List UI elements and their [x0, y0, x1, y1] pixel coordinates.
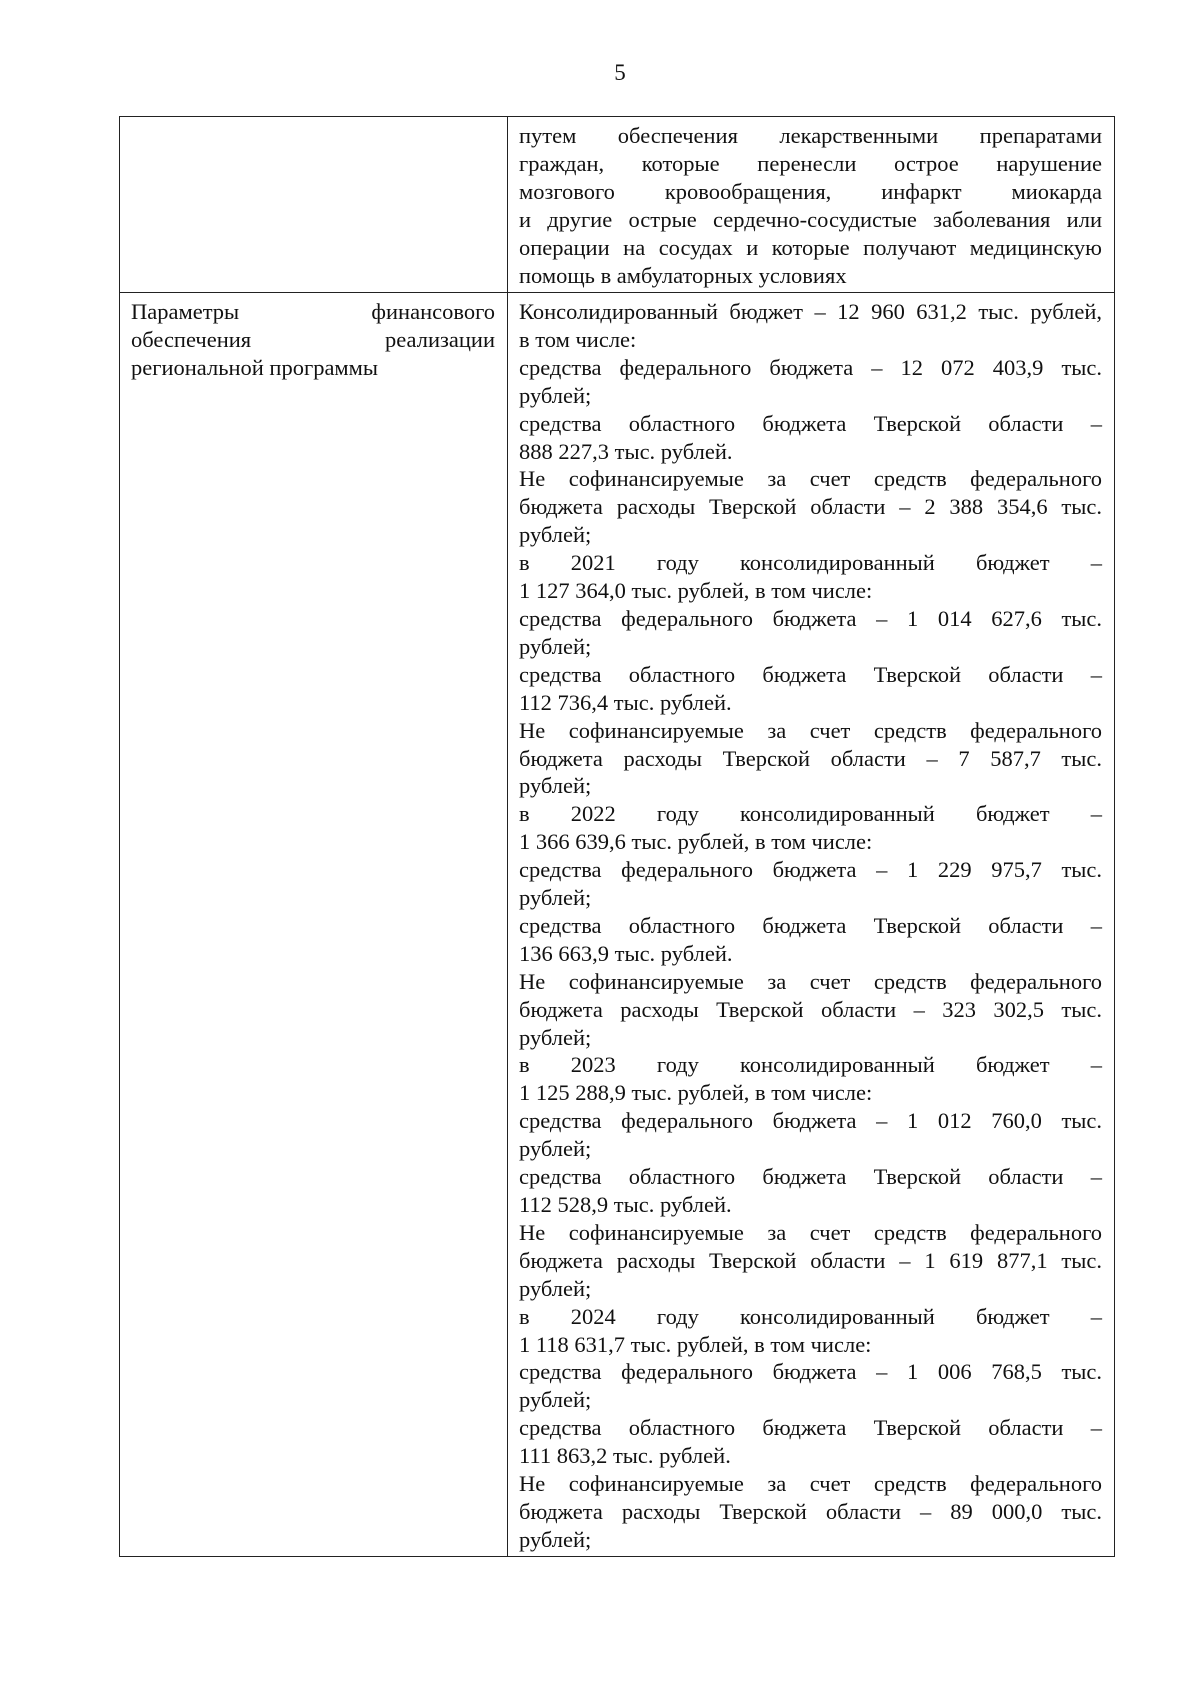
financing-content-cell [508, 293, 1115, 1557]
text-line: Не софинансируемые за счет средств федерального [519, 968, 1102, 994]
text-line: операции на сосудах и которые получают медицинскую [519, 234, 1102, 260]
text-line: Не софинансируемые за счет средств федерального [519, 1219, 1102, 1245]
text-line: 136 663,9 тыс. рублей. [519, 940, 733, 966]
financing-paragraph [519, 1107, 1102, 1163]
text-line: 1 125 288,9 тыс. рублей, в том числе: [519, 1080, 873, 1106]
financing-paragraph [519, 465, 1102, 549]
financing-paragraph [519, 410, 1102, 466]
text-line: средства областного бюджета Тверской области – [519, 661, 1102, 687]
text-line: средства федерального бюджета – 1 012 760,0 тыс. [519, 1108, 1102, 1134]
text-line: средства федерального бюджета – 12 072 403,9 тыс. [519, 354, 1102, 380]
financing-paragraph [519, 661, 1102, 717]
text-line: рублей; [519, 773, 592, 799]
text-line: в том числе: [519, 326, 637, 352]
text-line: 112 528,9 тыс. рублей. [519, 1192, 732, 1217]
financing-paragraph [519, 1163, 1102, 1219]
financing-paragraph [519, 1303, 1102, 1359]
text-line: в 2024 году консолидированный бюджет – [519, 1303, 1102, 1329]
text-line: 888 227,3 тыс. рублей. [519, 438, 733, 464]
text-line: в 2022 году консолидированный бюджет – [519, 801, 1102, 827]
text-line: бюджета расходы Тверской области – 89 000,0 тыс. [519, 1498, 1102, 1524]
financing-paragraph [519, 1358, 1102, 1414]
text-line: рублей; [519, 1024, 592, 1050]
text-line: средства областного бюджета Тверской области – [519, 1415, 1102, 1441]
text-line: и другие острые сердечно-сосудистые заболевания или [519, 206, 1102, 232]
text-line: бюджета расходы Тверской области – 323 302,5 тыс. [519, 996, 1102, 1022]
text-line: бюджета расходы Тверской области – 7 587,7 тыс. [519, 745, 1102, 771]
financing-paragraph [519, 1219, 1102, 1303]
text-line: в 2023 году консолидированный бюджет – [519, 1052, 1102, 1078]
text-line: рублей; [519, 382, 592, 408]
text-line: рублей; [519, 633, 592, 659]
financing-paragraph [519, 1414, 1102, 1470]
text-line: Не софинансируемые за счет средств федерального [519, 717, 1102, 743]
financing-paragraph [519, 717, 1102, 801]
label-line: обеспечения реализации [131, 326, 495, 352]
text-line: бюджета расходы Тверской области – 2 388 354,6 тыс. [519, 494, 1102, 520]
financing-label-cell [120, 293, 508, 1557]
financing-paragraph [519, 800, 1102, 856]
text-line: рублей; [519, 522, 592, 548]
text-line: Не софинансируемые за счет средств федерального [519, 1471, 1102, 1497]
financing-paragraph [519, 968, 1102, 1052]
table-row [120, 117, 1115, 293]
label-line: Параметры финансового [131, 299, 495, 324]
financing-paragraph [519, 549, 1102, 605]
program-passport-table [119, 116, 1115, 1557]
text-line: 112 736,4 тыс. рублей. [519, 689, 732, 715]
text-line: рублей; [519, 1387, 592, 1413]
label-line: региональной программы [131, 354, 379, 380]
text-line: Консолидированный бюджет – 12 960 631,2 тыс. рублей, [519, 299, 1102, 324]
text-line: средства федерального бюджета – 1 014 627,6 тыс. [519, 605, 1102, 631]
text-line: средства федерального бюджета – 1 006 768,5 тыс. [519, 1359, 1102, 1385]
text-line: средства федерального бюджета – 1 229 975,7 тыс. [519, 857, 1102, 883]
row1-label-cell [120, 117, 508, 293]
financing-paragraph [519, 605, 1102, 661]
text-line: 1 118 631,7 тыс. рублей, в том числе: [519, 1331, 872, 1357]
text-line: рублей; [519, 1526, 592, 1552]
text-line: рублей; [519, 1275, 592, 1301]
financing-paragraph [519, 354, 1102, 410]
text-line: бюджета расходы Тверской области – 1 619 877,1 тыс. [519, 1247, 1102, 1273]
text-line: мозгового кровообращения, инфаркт миокарда [519, 178, 1102, 204]
financing-paragraph [519, 298, 1102, 354]
text-line: средства областного бюджета Тверской области – [519, 410, 1102, 436]
text-line: рублей; [519, 1136, 592, 1162]
text-line: средства областного бюджета Тверской области – [519, 912, 1102, 938]
financing-paragraph [519, 912, 1102, 968]
text-line: 111 863,2 тыс. рублей. [519, 1443, 731, 1469]
table-row [120, 293, 1115, 1557]
text-line: в 2021 году консолидированный бюджет – [519, 550, 1102, 576]
text-line: граждан, которые перенесли острое нарушение [519, 150, 1102, 176]
text-line: помощь в амбулаторных условиях [519, 262, 847, 288]
financing-paragraph [519, 1470, 1102, 1554]
page-number: 5 [614, 60, 626, 85]
text-line: средства областного бюджета Тверской области – [519, 1164, 1102, 1190]
financing-paragraph [519, 1051, 1102, 1107]
text-line: Не софинансируемые за счет средств федерального [519, 466, 1102, 492]
financing-paragraph [519, 856, 1102, 912]
text-line: 1 366 639,6 тыс. рублей, в том числе: [519, 829, 873, 855]
row1-content-cell [508, 117, 1115, 293]
text-line: путем обеспечения лекарственными препаратами [519, 123, 1102, 148]
text-line: 1 127 364,0 тыс. рублей, в том числе: [519, 578, 873, 604]
text-line: рублей; [519, 885, 592, 911]
